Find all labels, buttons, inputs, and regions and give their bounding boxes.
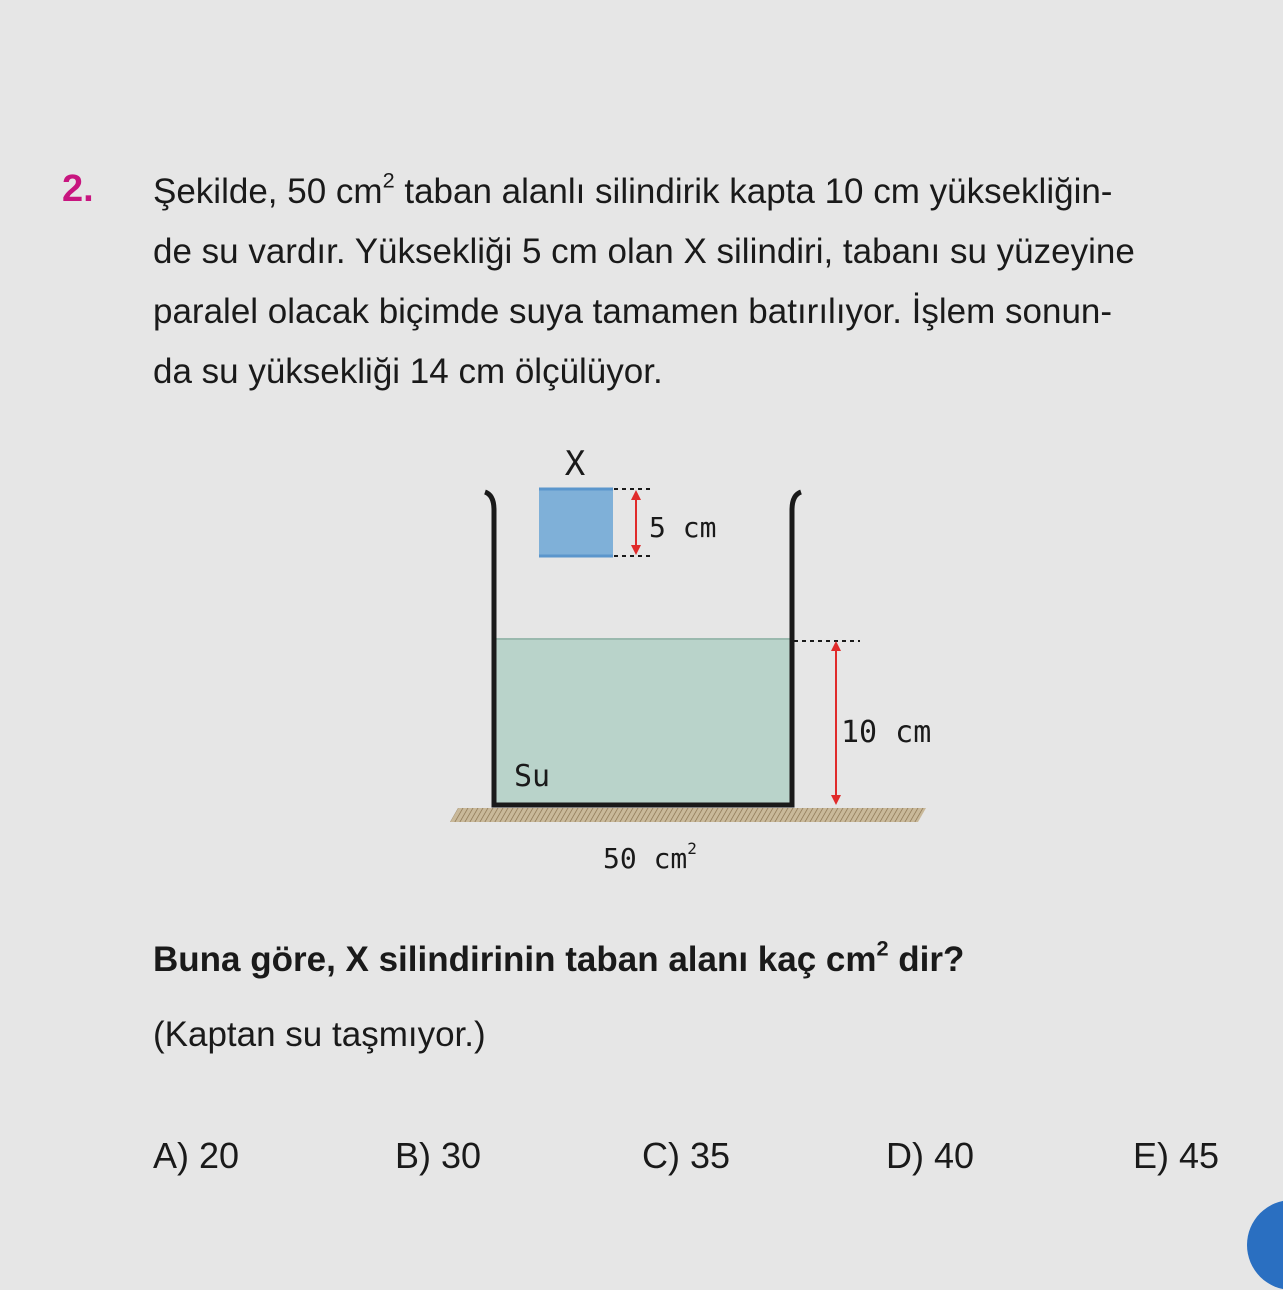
stem-line: de su vardır. Yüksekliği 5 cm olan X silindiri, tabanı su yüzeyine (153, 232, 1135, 271)
choice-c[interactable]: C) 35 (642, 1135, 731, 1176)
container-diagram (440, 440, 940, 880)
stem-line: da su yüksekliği 14 cm ölçülüyor. (153, 352, 663, 391)
stem-line: paralel olacak biçimde suya tamamen batırılıyor. İşlem sonun- (153, 292, 1113, 331)
stem-line: Şekilde, 50 $cm^2$ taban alanlı silindirik kapta 10 cm yüksekliğin- (153, 167, 1113, 211)
choice-b[interactable]: B) 30 (395, 1135, 482, 1176)
cylinder-x (539, 488, 613, 557)
choice-e[interactable]: E) 45 (1133, 1135, 1220, 1176)
label-base-area: 50 $cm^2$ (603, 839, 697, 875)
question-prompt: Buna göre, X silindirinin taban alanı kaç $cm^2$ dir? (153, 935, 965, 979)
label-10cm: 10 cm (841, 715, 932, 750)
question-number: 2. (62, 168, 94, 210)
question-note: (Kaptan su taşmıyor.) (153, 1015, 486, 1054)
arrow-head (831, 795, 841, 805)
label-x: X (564, 444, 586, 484)
question-stem (153, 162, 1233, 402)
arrow-head (631, 545, 641, 555)
arrow-head (631, 490, 641, 500)
ground (450, 808, 926, 822)
choice-d[interactable]: D) 40 (886, 1135, 975, 1176)
arrow-head (831, 641, 841, 651)
corner-badge (1247, 1200, 1283, 1290)
label-5cm: 5 cm (649, 511, 717, 544)
label-su: Su (514, 759, 551, 794)
choice-a[interactable]: A) 20 (153, 1135, 240, 1176)
